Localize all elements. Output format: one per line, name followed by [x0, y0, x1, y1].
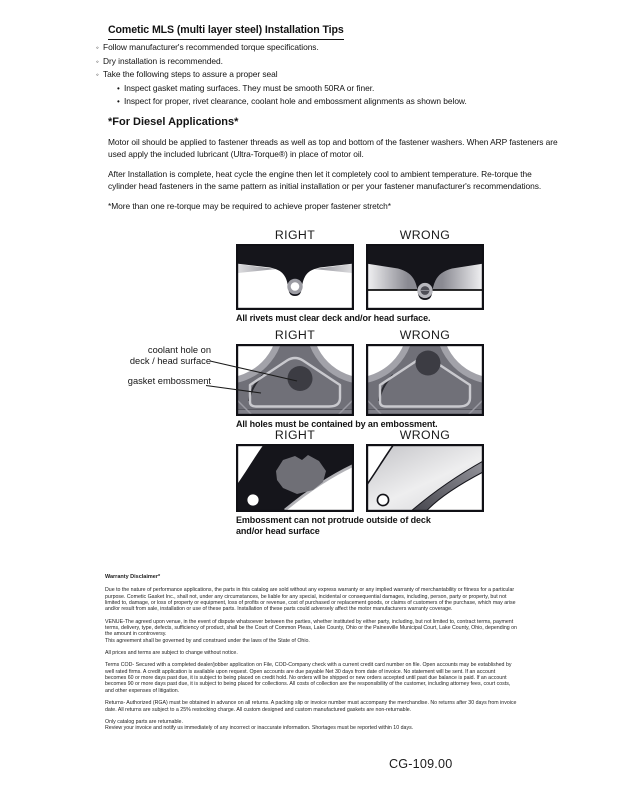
tip-text: Inspect for proper, rivet clearance, coolant hole and embossment alignments as shown below. — [124, 96, 467, 106]
figure-embossment-protrusion — [236, 428, 484, 536]
open-bullet-icon: ◦ — [96, 70, 99, 79]
embossment-right-figure — [236, 444, 354, 512]
open-bullet-icon: ◦ — [96, 56, 99, 66]
tip-text: Dry installation is recommended. — [103, 55, 223, 66]
wrong-label: WRONG — [399, 428, 451, 442]
diesel-section — [108, 116, 560, 212]
bullet-icon: • — [117, 83, 120, 93]
section-heading: *For Diesel Applications* — [108, 116, 239, 128]
warranty-paragraph: VENUE-The agreed upon venue, in the event of dispute whatsoever between the parties, whether instituted by either party, including, but not limited to, contract terms, payment terms, delivery, type, defects, sufficiency of product, shall be the Court of Common Pleas, Lake County, Ohio or the Painesville Municipal Court, Lake County, Ohio, depending on the amount in controversy. — [105, 618, 517, 638]
list-item — [96, 68, 566, 82]
rivet-wrong-figure — [366, 244, 484, 310]
figure-rivet-clearance — [236, 228, 484, 324]
wrong-label: WRONG — [399, 328, 451, 342]
list-item — [96, 55, 566, 69]
paragraph: *More than one re-torque may be required to achieve proper fastener stretch* — [108, 200, 391, 211]
right-label: RIGHT — [274, 228, 316, 242]
paragraph: Motor oil should be applied to fastener threads as well as top and bottom of the fastener washers. When ARP fasteners are used apply the included lubricant (Ultra-Torque®) in place of motor oil. — [108, 137, 558, 160]
coolant-wrong-figure — [366, 344, 484, 416]
callout-text: coolant hole on — [147, 345, 211, 355]
list-item — [96, 82, 566, 96]
list-item — [96, 41, 566, 55]
list-item — [96, 95, 566, 109]
embossment-wrong-figure — [366, 444, 484, 512]
page-ref: CG-109.00 — [389, 757, 453, 771]
warranty-paragraph: Returns- Authorized (RGA) must be obtained in advance on all returns. A packing slip or invoice number must accompany the merchandise. No returns after 30 days from invoice date. All returns are subject to a 25% restocking charge. All custom designed and custom manufactured gaskets are non-returnable. — [105, 700, 517, 713]
warranty-paragraph: All prices and terms are subject to change without notice. — [105, 650, 238, 657]
warranty-paragraph: Review your invoice and notify us immediately of any incorrect or inaccurate information. Shortages must be reported within 10 days. — [105, 725, 414, 732]
figure-caption: Embossment can not protrude outside of deck and/or head surface — [236, 515, 431, 536]
paragraph: After Installation is complete, heat cycle the engine then let it completely cool to ambient temperature. Re-torque the cylinder head fasteners in the same pattern as initial installation or per your fastener manufacturer's recommendations. — [108, 168, 542, 192]
tip-text: Inspect gasket mating surfaces. They must be smooth 50RA or finer. — [124, 82, 375, 93]
figure-caption: All holes must be contained by an embossment. — [236, 419, 438, 429]
tip-text: Follow manufacturer's recommended torque specifications. — [103, 42, 319, 52]
right-label: RIGHT — [274, 428, 316, 442]
page-title: Cometic MLS (multi layer steel) Installation Tips — [108, 24, 344, 40]
right-label: RIGHT — [274, 328, 316, 342]
tip-text: Take the following steps to assure a proper seal — [103, 69, 278, 79]
figure-caption: All rivets must clear deck and/or head surface. — [236, 313, 431, 323]
warranty-paragraph: Only catalog parts are returnable. — [105, 718, 183, 725]
bullet-icon: • — [117, 97, 120, 106]
warranty-section — [105, 574, 517, 738]
warranty-heading: Warranty Disclaimer* — [105, 574, 161, 580]
warranty-paragraph: Due to the nature of performance applications, the parts in this catalog are sold without any express warranty or any implied warranty of merchantability or fitness for a particular purpose. Cometic Gasket Inc., shall not, under any circumstances, be liable for any special, incidental or consequential damages, including, person, party or property, but not limited to, damage, or loss of property or equipment, loss of profits or revenue, cost of purchased or replacement goods, or claims of customers of the purchase, which may arise and/or result from sale, installation or use of these parts. Installation of these parts could adversely affect the motor manufacturers warranty coverage. — [105, 587, 516, 613]
leader-lines — [110, 340, 310, 402]
rivet-right-figure — [236, 244, 354, 310]
warranty-paragraph: Terms COD- Secured with a completed dealer/jobber application on File, COD-Company check with a current credit card number on file. Open accounts may be established by well rated firms. A credit application is available upon request. Open accounts are due payable Net 30 days from date of invoice. No statement will be sent. If an account becomes 60 or more days past due, it is subject to being placed on credit hold. No orders will be shipped or new orders accepted until past due balance is paid. If an account becomes 90 or more days past due, it is subject to being placed for collections. All costs of collection are the responsibility of the customer, including attorney fees, court costs, and other expenses of litigation. — [105, 662, 512, 694]
open-bullet-icon: ◦ — [96, 43, 99, 52]
wrong-label: WRONG — [399, 228, 451, 242]
warranty-paragraph: This agreement shall be governed by and construed under the laws of the State of Ohio. — [105, 637, 310, 644]
callout-text: gasket embossment — [127, 376, 211, 386]
tips-list — [96, 41, 566, 109]
callout-text: deck / head surface — [129, 355, 211, 366]
